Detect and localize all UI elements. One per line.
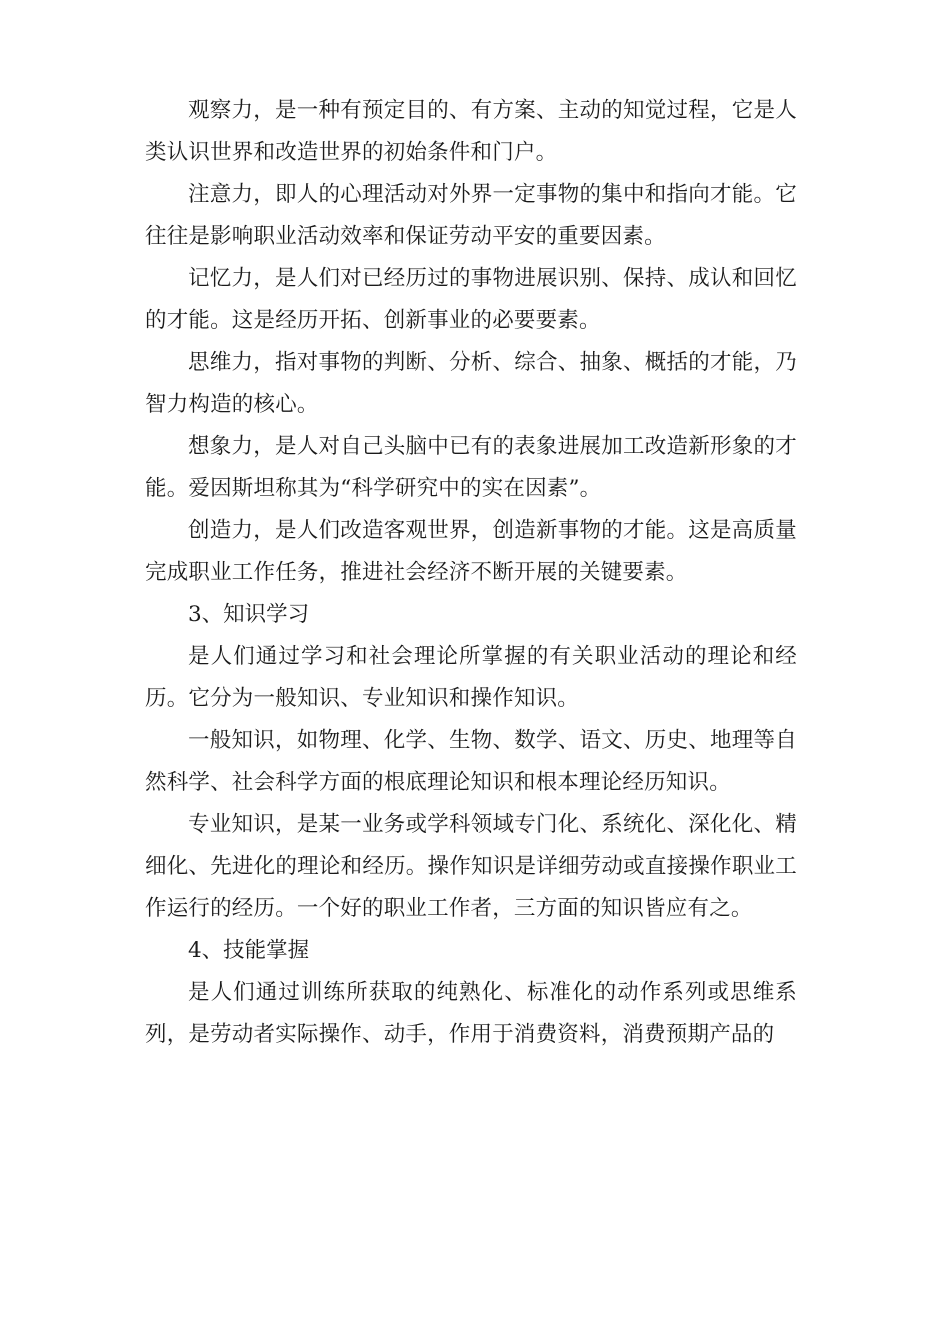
paragraph-memory: 记忆力，是人们对已经历过的事物进展识别、保持、成认和回忆的才能。这是经历开拓、创新事业的必要要素。 [145,266,797,333]
paragraph-observation: 观察力，是一种有预定目的、有方案、主动的知觉过程，它是人类认识世界和改造世界的初始条件和门户。 [145,98,797,165]
paragraph-general-knowledge: 一般知识，如物理、化学、生物、数学、语文、历史、地理等自然科学、社会科学方面的根底理论知识和根本理论经历知识。 [145,728,797,795]
paragraph-attention: 注意力，即人的心理活动对外界一定事物的集中和指向才能。它往往是影响职业活动效率和保证劳动平安的重要因素。 [145,182,797,249]
paragraph-thinking: 思维力，指对事物的判断、分析、综合、抽象、概括的才能，乃智力构造的核心。 [145,350,797,417]
paragraph-skills-intro: 是人们通过训练所获取的纯熟化、标准化的动作系列或思维系列，是劳动者实际操作、动手，作用于消费资料，消费预期产品的 [145,980,797,1047]
paragraph-creativity: 创造力，是人们改造客观世界，创造新事物的才能。这是高质量完成职业工作任务，推进社会经济不断开展的关键要素。 [145,518,797,585]
section-heading-skills: 4、技能掌握 [188,938,310,963]
paragraph-knowledge-intro: 是人们通过学习和社会理论所掌握的有关职业活动的理论和经历。它分为一般知识、专业知识和操作知识。 [145,644,797,711]
paragraph-professional-knowledge: 专业知识，是某一业务或学科领域专门化、系统化、深化化、精细化、先进化的理论和经历。操作知识是详细劳动或直接操作职业工作运行的经历。一个好的职业工作者，三方面的知识皆应有之。 [145,812,797,921]
document-page [145,90,797,1056]
section-heading-knowledge: 3、知识学习 [188,602,310,627]
paragraph-imagination: 想象力，是人对自己头脑中已有的表象进展加工改造新形象的才能。爱因斯坦称其为“科学研究中的实在因素”。 [145,434,797,501]
